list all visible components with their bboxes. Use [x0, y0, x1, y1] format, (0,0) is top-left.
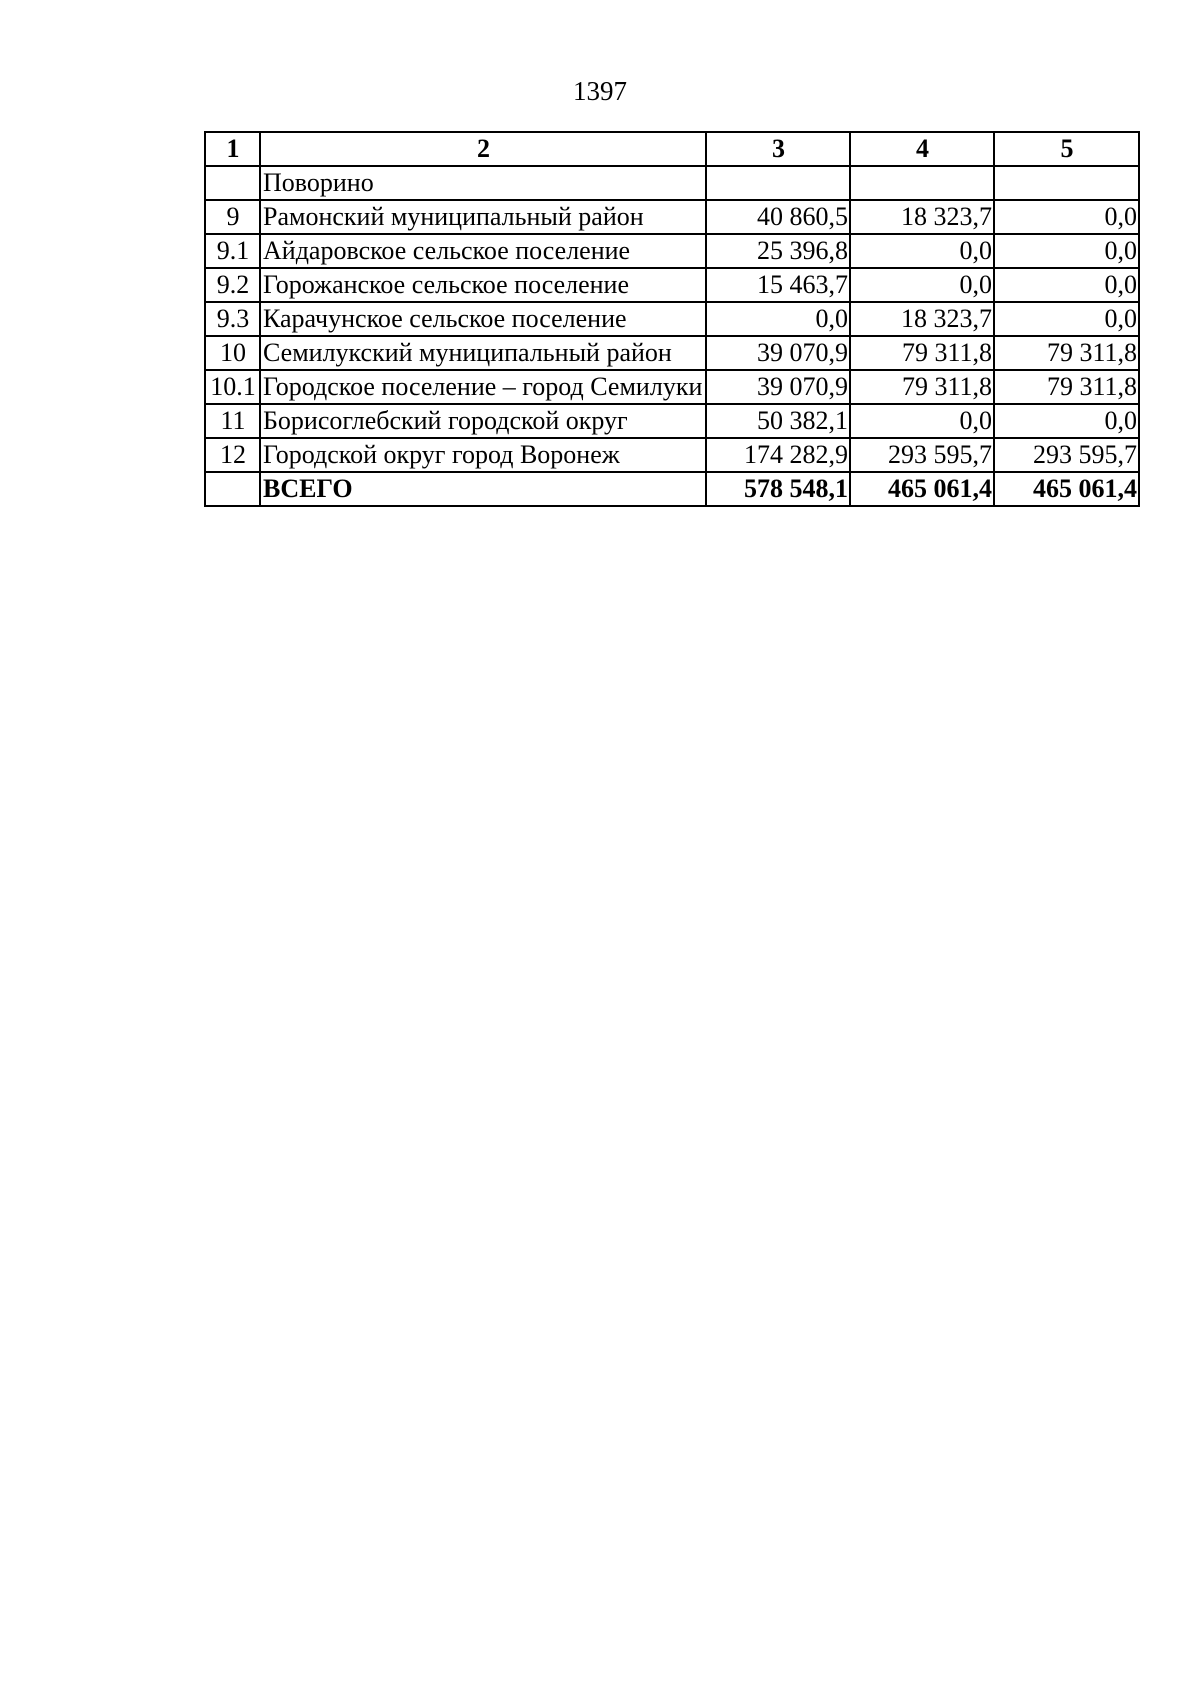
- row-value-4: 18 323,7: [850, 302, 994, 336]
- row-name: Городское поселение – город Семилуки: [260, 370, 706, 404]
- row-number: 9.2: [205, 268, 260, 302]
- total-value-3: 578 548,1: [706, 472, 850, 506]
- row-value-4: 0,0: [850, 268, 994, 302]
- row-value-5: 0,0: [994, 404, 1139, 438]
- table-row: [205, 268, 1139, 302]
- row-value-3: 39 070,9: [706, 370, 850, 404]
- row-value-3: 25 396,8: [706, 234, 850, 268]
- total-value-5: 465 061,4: [994, 472, 1139, 506]
- column-header-3: 3: [706, 132, 850, 166]
- row-value-3: 15 463,7: [706, 268, 850, 302]
- row-number: [205, 166, 260, 200]
- total-value-4: 465 061,4: [850, 472, 994, 506]
- row-number: 11: [205, 404, 260, 438]
- row-value-3: 39 070,9: [706, 336, 850, 370]
- budget-table: [204, 131, 1140, 507]
- column-header-2: 2: [260, 132, 706, 166]
- row-value-5: 0,0: [994, 200, 1139, 234]
- page-number: 1397: [573, 76, 627, 106]
- row-name: Карачунское сельское поселение: [260, 302, 706, 336]
- row-value-3: 50 382,1: [706, 404, 850, 438]
- table-row: [205, 438, 1139, 472]
- row-value-5: [994, 166, 1139, 200]
- column-header-4: 4: [850, 132, 994, 166]
- row-name: Поворино: [260, 166, 706, 200]
- row-number: 10.1: [205, 370, 260, 404]
- row-value-4: 18 323,7: [850, 200, 994, 234]
- column-header-5: 5: [994, 132, 1139, 166]
- row-value-3: 174 282,9: [706, 438, 850, 472]
- row-value-3: 40 860,5: [706, 200, 850, 234]
- row-name: Горожанское сельское поселение: [260, 268, 706, 302]
- row-value-5: 79 311,8: [994, 336, 1139, 370]
- row-value-5: 0,0: [994, 268, 1139, 302]
- row-name: Городской округ город Воронеж: [260, 438, 706, 472]
- row-value-5: 293 595,7: [994, 438, 1139, 472]
- row-value-4: 0,0: [850, 404, 994, 438]
- row-value-4: [850, 166, 994, 200]
- row-name: Семилукский муниципальный район: [260, 336, 706, 370]
- table-row: [205, 234, 1139, 268]
- table-row: [205, 336, 1139, 370]
- column-header-1: 1: [205, 132, 260, 166]
- row-value-5: 79 311,8: [994, 370, 1139, 404]
- row-value-4: 0,0: [850, 234, 994, 268]
- table-row: [205, 200, 1139, 234]
- row-name: Айдаровское сельское поселение: [260, 234, 706, 268]
- row-number: 10: [205, 336, 260, 370]
- row-number: 9.3: [205, 302, 260, 336]
- row-number: 9: [205, 200, 260, 234]
- row-number: 12: [205, 438, 260, 472]
- row-value-4: 79 311,8: [850, 370, 994, 404]
- row-value-4: 293 595,7: [850, 438, 994, 472]
- table-row: [205, 370, 1139, 404]
- table-header-row: [205, 132, 1139, 166]
- row-name: Борисоглебский городской округ: [260, 404, 706, 438]
- row-value-5: 0,0: [994, 234, 1139, 268]
- row-value-4: 79 311,8: [850, 336, 994, 370]
- total-number: [205, 472, 260, 506]
- total-label: ВСЕГО: [260, 472, 706, 506]
- row-number: 9.1: [205, 234, 260, 268]
- row-value-3: 0,0: [706, 302, 850, 336]
- row-name: Рамонский муниципальный район: [260, 200, 706, 234]
- table-row: [205, 302, 1139, 336]
- table-row: [205, 404, 1139, 438]
- row-value-3: [706, 166, 850, 200]
- table-row: [205, 166, 1139, 200]
- total-row: [205, 472, 1139, 506]
- row-value-5: 0,0: [994, 302, 1139, 336]
